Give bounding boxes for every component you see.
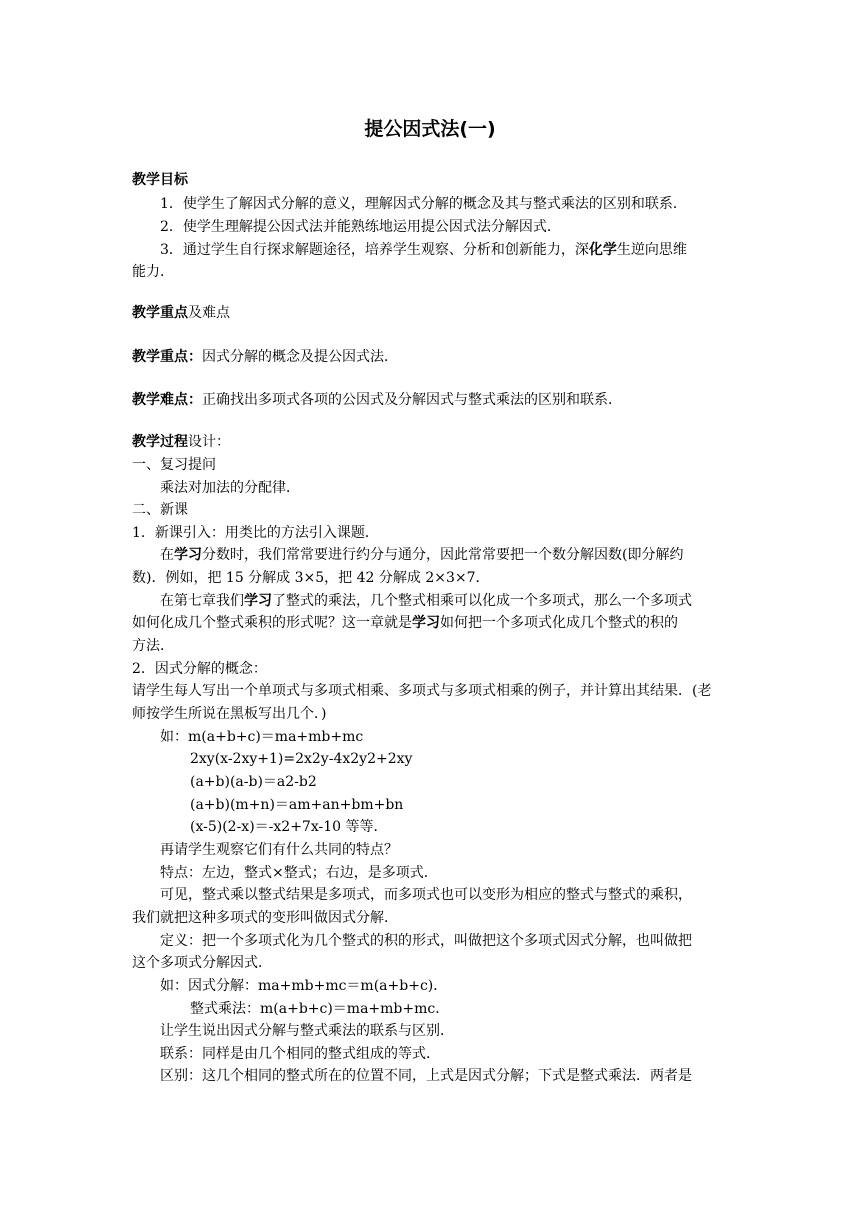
- paragraph-2: [160, 591, 692, 611]
- paragraph-4: 再请学生观察它们有什么共同的特点？: [160, 842, 398, 858]
- document-title: 提公因式法(一): [364, 118, 496, 140]
- goal-3-cont: 能力．: [132, 264, 174, 280]
- paragraph-7: 定义：把一个多项式化为几个整式的积的形式，叫做把这个多项式因式分解，也叫做把: [160, 933, 692, 949]
- paragraph-12: 区别：这几个相同的整式所在的位置不同，上式是因式分解；下式是整式乘法．两者是: [160, 1068, 692, 1084]
- example-4: (a+b)(m+n)＝am+an+bm+bn: [190, 797, 404, 813]
- key-heading-rest: 及难点: [188, 305, 230, 321]
- paragraph-1-cont: 数)．例如，把 15 分解成 3×5，把 42 分解成 2×3×7．: [132, 570, 490, 586]
- paragraph-2-end: 方法．: [132, 638, 174, 654]
- goal-3: [160, 240, 687, 260]
- process-heading-bold: 教学过程: [132, 434, 188, 450]
- paragraph-2b-bold: 学习: [412, 615, 440, 631]
- paragraph-2-cont: [132, 613, 678, 633]
- focus-label: 教学重点：: [132, 349, 202, 365]
- goal-3-text-end: 生逆向思维: [616, 242, 687, 258]
- goal-2: 2．使学生理解提公因式法并能熟练地运用提公因式法分解因式．: [160, 219, 561, 235]
- goal-3-bold: 化学: [588, 242, 617, 258]
- paragraph-2-bold: 学习: [244, 593, 272, 609]
- key-heading-bold: 教学重点: [132, 305, 188, 321]
- paragraph-3-cont: 师按学生所说在黑板写出几个．): [132, 706, 327, 722]
- paragraph-1-text: 在: [160, 547, 174, 563]
- paragraph-9: 整式乘法：m(a+b+c)＝ma+mb+mc．: [190, 1001, 450, 1017]
- review-item: 乘法对加法的分配律．: [160, 480, 300, 496]
- paragraph-2-text-end: 了整式的乘法，几个整式相乘可以化成一个多项式，那么一个多项式: [272, 593, 692, 609]
- paragraph-1-text-end: 分数时，我们常常要进行约分与通分，因此常常要把一个数分解因数(即分解约: [202, 547, 684, 563]
- paragraph-6-cont: 我们就把这种多项式的变形叫做因式分解．: [132, 910, 398, 926]
- paragraph-1-bold: 学习: [174, 547, 202, 563]
- goal-3-text: 3．通过学生自行探求解题途径，培养学生观察、分析和创新能力，深: [160, 242, 589, 258]
- process-heading: [132, 432, 230, 452]
- paragraph-5: 特点：左边，整式×整式；右边，是多项式．: [160, 865, 438, 881]
- review-heading: 一、复习提问: [132, 457, 216, 473]
- difficulty-text: 正确找出多项式各项的公因式及分解因式与整式乘法的区别和联系．: [202, 392, 622, 408]
- paragraph-3: 请学生每人写出一个单项式与多项式相乘、多项式与多项式相乘的例子，并计算出其结果．(老: [132, 683, 712, 699]
- paragraph-11: 联系：同样是由几个相同的整式组成的等式．: [160, 1046, 440, 1062]
- key-heading: [132, 303, 230, 323]
- example-2: 2xy(x-2xy+1)=2x2y-4x2y2+2xy: [190, 751, 413, 767]
- paragraph-2b-text-end: 如何把一个多项式化成几个整式的积的: [440, 615, 678, 631]
- intro-heading: 1．新课引入：用类比的方法引入课题．: [132, 525, 379, 541]
- paragraph-7-cont: 这个多项式分解因式．: [132, 955, 272, 971]
- paragraph-8: 如：因式分解：ma+mb+mc＝m(a+b+c)．: [160, 978, 448, 994]
- difficulty-label: 教学难点：: [132, 392, 202, 408]
- example-1: 如：m(a+b+c)＝ma+mb+mc: [160, 729, 364, 745]
- focus-line: [132, 347, 398, 367]
- goals-heading: 教学目标: [132, 172, 188, 188]
- paragraph-10: 让学生说出因式分解与整式乘法的联系与区别．: [160, 1023, 454, 1039]
- example-5: (x-5)(2-x)＝-x2+7x-10 等等．: [190, 819, 388, 835]
- paragraph-2-text: 在第七章我们: [160, 593, 244, 609]
- paragraph-6: 可见，整式乘以整式结果是多项式，而多项式也可以变形为相应的整式与整式的乘积，: [160, 887, 692, 903]
- concept-heading: 2．因式分解的概念：: [132, 661, 267, 677]
- focus-text: 因式分解的概念及提公因式法．: [202, 349, 398, 365]
- difficulty-line: [132, 390, 622, 410]
- paragraph-1: [160, 545, 683, 565]
- new-lesson-heading: 二、新课: [132, 502, 188, 518]
- process-heading-rest: 设计：: [188, 434, 230, 450]
- example-3: (a+b)(a-b)＝a2-b2: [190, 774, 317, 790]
- paragraph-2b-text: 如何化成几个整式乘积的形式呢？这一章就是: [132, 615, 412, 631]
- goal-1: 1．使学生了解因式分解的意义，理解因式分解的概念及其与整式乘法的区别和联系．: [160, 196, 687, 212]
